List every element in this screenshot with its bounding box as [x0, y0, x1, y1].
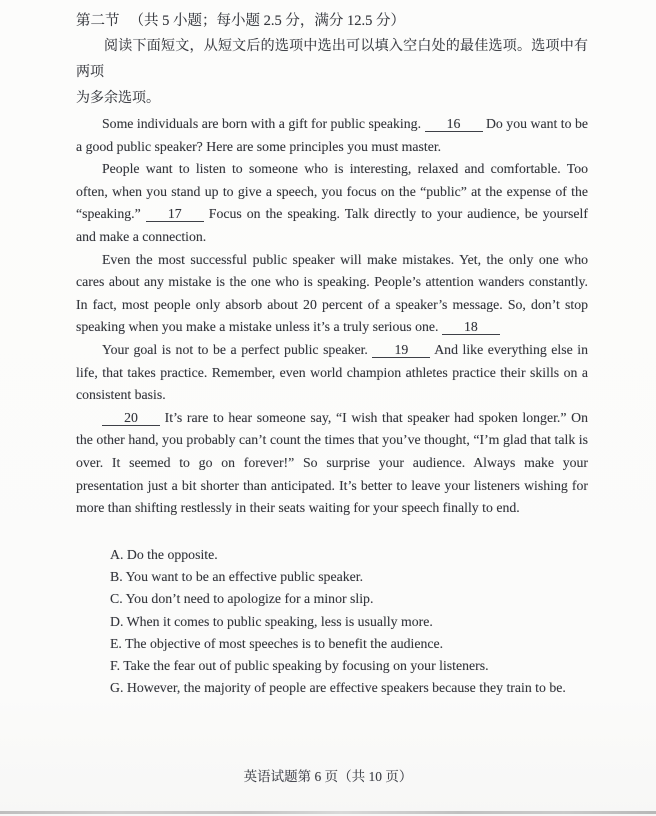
- blank-20-number: 20: [124, 409, 138, 425]
- paragraph-3-text-a: Even the most successful public speaker will make mistakes. Yet, the only one who cares about any mistake is the one who is speaking. People’s attention wanders constantly. In fact, most people only absorb about 20 percent of a speaker’s message. So, don’t stop speaking when you make a mistake unless it’s a truly serious one.: [76, 251, 588, 335]
- blank-16: [425, 116, 483, 132]
- blank-18: [442, 319, 500, 335]
- section-score: （共 5 小题；每小题 2.5 分，满分 12.5 分）: [129, 13, 405, 29]
- option-d: D. When it comes to public speaking, less is usually more.: [110, 613, 433, 629]
- blank-17: [146, 206, 204, 222]
- passage-paragraph-2: [76, 158, 588, 248]
- paragraph-4-text-a: Your goal is not to be a perfect public speaker.: [102, 341, 373, 357]
- blank-20: [102, 410, 160, 426]
- reading-passage: [76, 113, 588, 520]
- option-a: A. Do the opposite.: [110, 546, 218, 562]
- section-header: [76, 8, 588, 34]
- blank-16-number: 16: [446, 116, 461, 131]
- instructions-line-1: 阅读下面短文，从短文后的选项中选出可以填入空白处的最佳选项。选项中有两项: [76, 39, 588, 80]
- option-g: G. However, the majority of people are effective speakers because they train to be.: [110, 680, 566, 696]
- paragraph-2-text-a: People want to listen to someone who is interesting, relaxed and comfortable. Too often, when you stand up to give a speech, you focus on the “public” at the expense of the “speaking.”: [76, 161, 588, 222]
- option-c: C. You don’t need to apologize for a minor slip.: [110, 591, 374, 607]
- answer-options-list: [110, 544, 588, 700]
- option-f: F. Take the fear out of public speaking by focusing on your listeners.: [110, 658, 489, 674]
- paragraph-2-text-b: Focus on the speaking. Talk directly to your audience, be yourself and make a connection.: [76, 206, 588, 244]
- passage-paragraph-1: [76, 113, 588, 158]
- blank-17-number: 17: [167, 206, 182, 222]
- blank-18-number: 18: [464, 319, 478, 335]
- option-e: E. The objective of most speeches is to benefit the audience.: [110, 635, 444, 651]
- blank-19-number: 19: [394, 341, 409, 357]
- instructions-line-2: 为多余选项。: [76, 91, 160, 106]
- section-instructions: [76, 34, 588, 112]
- option-b: B. You want to be an effective public speaker.: [110, 568, 364, 584]
- paragraph-5-text-b: It’s rare to hear someone say, “I wish that speaker had spoken longer.” On the other hand, you probably can’t count the times that you’ve thought, “I’m glad that talk is over. It seemed to go on forever!” So surprise your audience. Always make your presentation just a bit shorter than anticipated. It’s better to leave your listeners wishing for more than shifting restlessly in their seats waiting for your speech finally to end.: [76, 409, 588, 516]
- paragraph-1-text-b: Do you want to be a good public speaker? Here are some principles you must master.: [76, 116, 588, 154]
- page-footer: 英语试题第 6 页（共 10 页）: [243, 769, 413, 784]
- paragraph-4-text-b: And like everything else in life, that takes practice. Remember, even world champion athletes practice their skills on a consistent basis.: [76, 341, 589, 403]
- section-title: 第二节: [76, 13, 120, 29]
- blank-19: [372, 342, 430, 358]
- passage-paragraph-4: [76, 339, 588, 407]
- passage-paragraph-5: [76, 407, 588, 520]
- paragraph-1-text-a: Some individuals are born with a gift for public speaking.: [102, 116, 425, 131]
- passage-paragraph-3: [76, 249, 588, 339]
- scan-bottom-edge: [0, 811, 656, 814]
